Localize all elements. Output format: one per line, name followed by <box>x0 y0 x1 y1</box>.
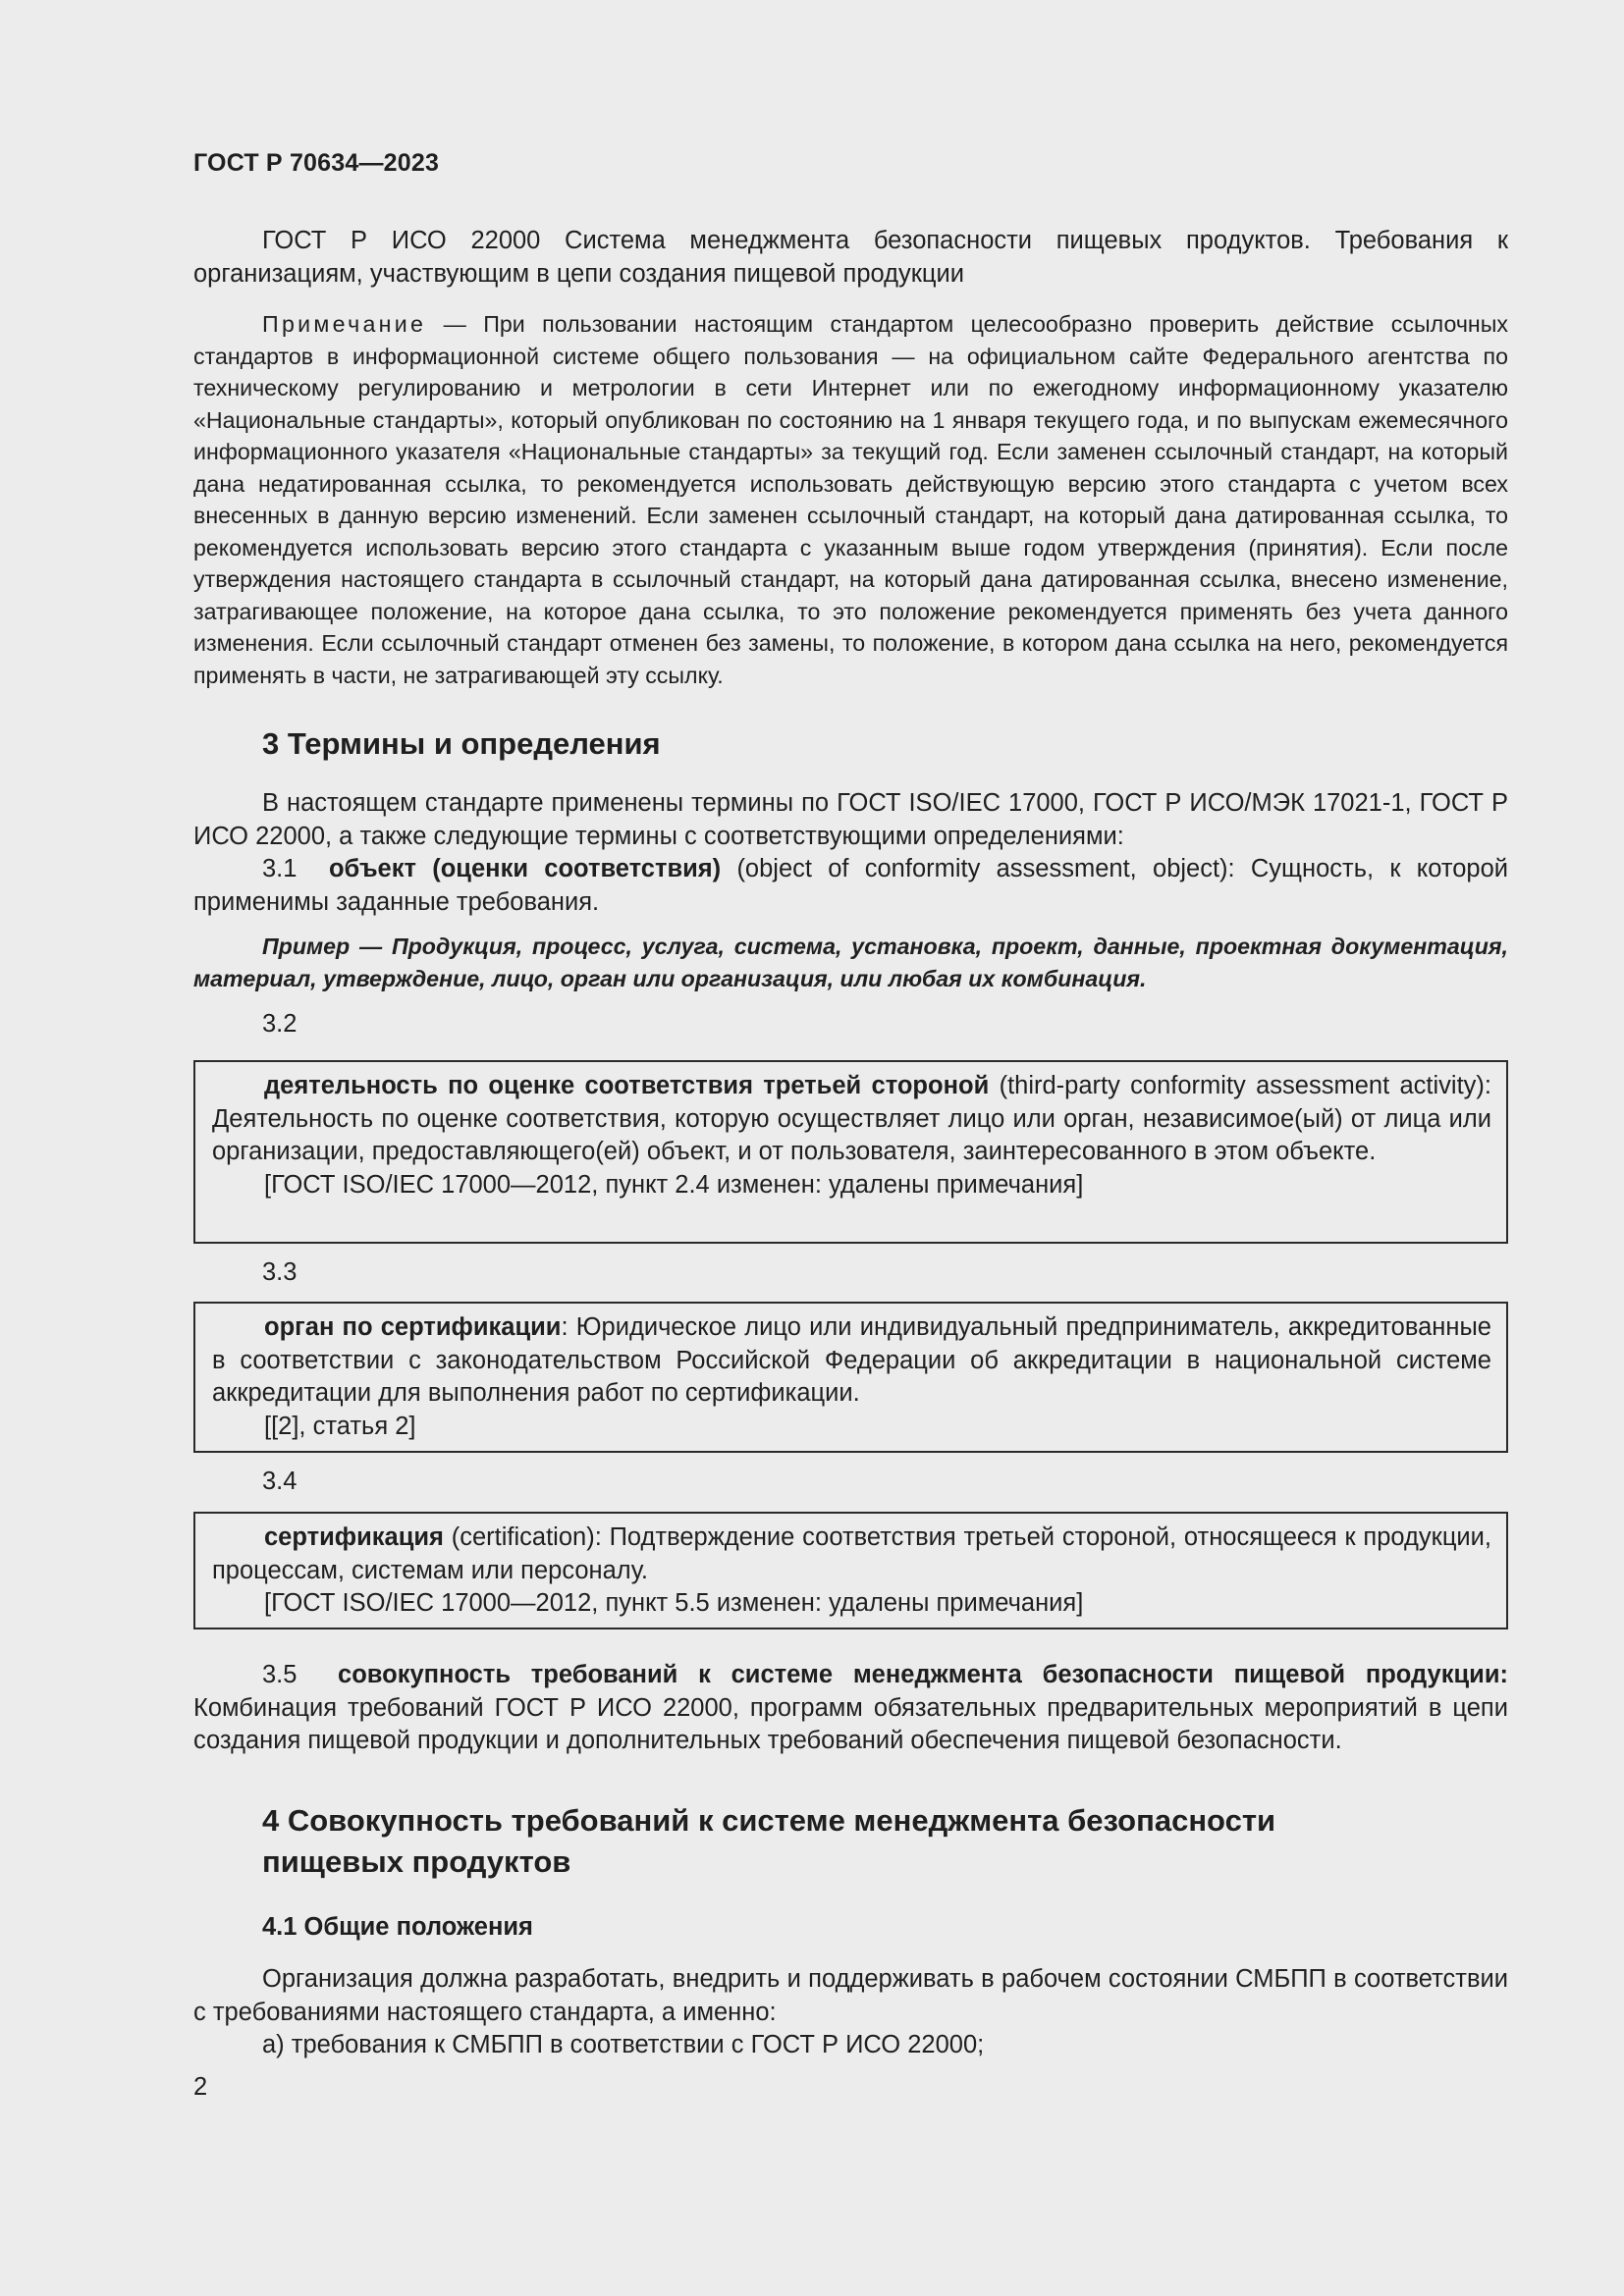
term-3-2 <box>212 1070 1491 1169</box>
section-3 <box>193 723 1508 765</box>
term-3-4 <box>212 1522 1491 1587</box>
list-item-a: а) требования к СМБПП в соответствии с ГОСТ Р ИСО 22000; <box>262 2031 985 2058</box>
gost-22000-reference: ГОСТ Р ИСО 22000 Система менеджмента безопасности пищевых продуктов. Требования к организациям, участвующим в цепи создания пищевой продукции <box>193 227 1508 288</box>
term-3-4-number-row <box>193 1466 1508 1499</box>
term-3-1 <box>193 853 1508 919</box>
term-definition: (third-party conformity assessment activity): Деятельность по оценке соответствия, которую осуществляет лицо или орган, независимое(ый) от лица или организации, предоставляющего(ей) объект, и от пользователя, заинтересованного в этом объекте. <box>212 1072 1492 1165</box>
term-number: 3.5 <box>262 1661 298 1688</box>
term-3-2-source: [ГОСТ ISO/IEC 17000—2012, пункт 2.4 изменен: удалены примечания] <box>264 1170 1084 1199</box>
term-title: совокупность требований к системе менеджмента безопасности пищевой продукции: <box>338 1661 1509 1688</box>
term-3-1-example: Пример — Продукция, процесс, услуга, система, установка, проект, данные, проектная документация, материал, утверждение, лицо, орган или организация, или любая их комбинация. <box>193 934 1508 991</box>
page-number: 2 <box>193 2073 208 2101</box>
term-3-4-number: 3.4 <box>262 1468 298 1495</box>
term-3-3-number-row <box>193 1256 1508 1290</box>
subsection-4-1-heading: 4.1 Общие положения <box>262 1913 533 1941</box>
note-label: Примечание <box>262 311 427 337</box>
term-3-2-number: 3.2 <box>262 1010 298 1038</box>
section-4-heading-line-2: пищевых продуктов <box>262 1844 571 1879</box>
term-3-3-source: [[2], статья 2] <box>264 1412 416 1440</box>
section-3-intro: В настоящем стандарте применены термины по ГОСТ ISO/IEC 17000, ГОСТ Р ИСО/МЭК 17021-1, ГОСТ Р ИСО 22000, а также следующие термины с соответствующими определениями: <box>193 789 1508 850</box>
section-4-body <box>193 1963 1508 2062</box>
section-3-heading: 3 Термины и определения <box>262 726 661 761</box>
document-code-header: ГОСТ Р 70634—2023 <box>193 149 440 177</box>
term-definition: Комбинация требований ГОСТ Р ИСО 22000, программ обязательных предварительных мероприятий в цепи создания пищевой продукции и дополнительных требований обеспечения пищевой безопасности. <box>193 1693 1508 1754</box>
term-3-2-box <box>193 1060 1508 1244</box>
term-3-3-number: 3.3 <box>262 1258 298 1286</box>
section-4-paragraph: Организация должна разработать, внедрить и поддерживать в рабочем состоянии СМБПП в соответствии с требованиями настоящего стандарта, а именно: <box>193 1965 1508 2026</box>
note-paragraph <box>193 308 1508 691</box>
section-4 <box>193 1800 1508 1883</box>
term-title: сертификация <box>264 1523 444 1551</box>
term-3-4-source: [ГОСТ ISO/IEC 17000—2012, пункт 5.5 изменен: удалены примечания] <box>264 1589 1084 1617</box>
note-text: — При пользовании настоящим стандартом целесообразно проверить действие ссылочных стандартов в информационной системе общего пользования — на официальном сайте Федерального агентства по техническому регулированию и метрологии в сети Интернет или по ежегодному информационному указателю «Национальные стандарты», который опубликован по состоянию на 1 января текущего года, и по выпускам ежемесячного информационного указателя «Национальные стандарты» за текущий год. Если заменен ссылочный стандарт, на который дана недатированная ссылка, то рекомендуется использовать действующую версию этого стандарта с учетом всех внесенных в данную версию изменений. Если заменен ссылочный стандарт, на который дана датированная ссылка, то рекомендуется использовать версию этого стандарта с указанным выше годом утверждения (принятия). Если после утверждения настоящего стандарта в ссылочный стандарт, на который дана датированная ссылка, внесено изменение, затрагивающее положение, на которое дана ссылка, то это положение рекомендуется применять без учета данного изменения. Если ссылочный стандарт отменен без замены, то положение, в котором дана ссылка на него, рекомендуется применять в части, не затрагивающей эту ссылку. <box>193 311 1508 688</box>
subsection-4-1 <box>193 1910 1508 1944</box>
term-3-5 <box>193 1659 1508 1758</box>
term-3-3-box <box>193 1302 1508 1453</box>
term-title: объект (оценки соответствия) <box>328 855 722 882</box>
term-3-5-block <box>193 1659 1508 1758</box>
section-4-heading-line-1: 4 Совокупность требований к системе менеджмента безопасности <box>262 1803 1276 1838</box>
term-definition: : Юридическое лицо или индивидуальный предприниматель, аккредитованные в соответствии с законодательством Российской Федерации об аккредитации в национальной системе аккредитации для выполнения работ по сертификации. <box>212 1313 1491 1407</box>
reference-note <box>193 308 1508 691</box>
term-number: 3.1 <box>262 855 298 882</box>
term-3-3 <box>212 1311 1491 1411</box>
term-definition: (certification): Подтверждение соответствия третьей стороной, относящееся к продукции, процессам, системам или персоналу. <box>212 1523 1491 1584</box>
term-definition: (object of conformity assessment, object): Сущность, к которой применимы заданные требования. <box>193 855 1509 916</box>
term-3-4-box <box>193 1512 1508 1629</box>
normative-reference <box>193 225 1508 291</box>
section-4-heading <box>193 1800 1508 1883</box>
section-3-body <box>193 787 1508 1041</box>
term-title: деятельность по оценке соответствия третьей стороной <box>264 1072 990 1099</box>
term-title: орган по сертификации <box>264 1313 562 1341</box>
